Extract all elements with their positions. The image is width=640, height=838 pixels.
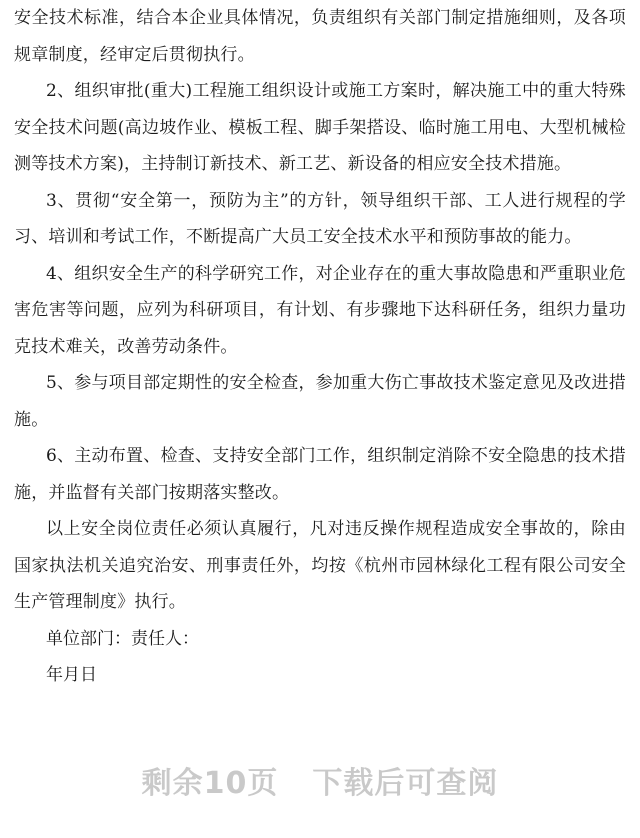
paragraph-item-3: 3、贯彻“安全第一，预防为主”的方针，领导组织干部、工人进行规程的学习、培训和考试工作，不断提高广大员工安全技术水平和预防事故的能力。 [14, 190, 626, 247]
paragraph-continued: 安全技术标准，结合本企业具体情况，负责组织有关部门制定措施细则，及各项规章制度，经审定后贯彻执行。 [14, 8, 626, 65]
paragraph-item-5: 5、参与项目部定期性的安全检查，参加重大伤亡事故技术鉴定意见及改进措施。 [14, 373, 626, 430]
paragraph-closing: 以上安全岗位责任必须认真履行，凡对违反操作规程造成安全事故的，除由国家执法机关追究治安、刑事责任外，均按《杭州市园林绿化工程有限公司安全生产管理制度》执行。 [14, 519, 626, 612]
remaining-pages-label: 剩余10页 [141, 766, 279, 801]
signature-line: 单位部门：责任人： [46, 628, 199, 649]
document-body [14, 0, 626, 694]
date-line: 年月日 [46, 665, 97, 685]
paragraph-item-6: 6、主动布置、检查、支持安全部门工作，组织制定消除不安全隐患的技术措施，并监督有关部门按期落实整改。 [14, 446, 626, 503]
download-prompt-label: 下载后可查阅 [312, 766, 499, 801]
download-banner[interactable] [0, 758, 640, 802]
paragraph-item-4: 4、组织安全生产的科学研究工作，对企业存在的重大事故隐患和严重职业危害危害等问题，应列为科研项目，有计划、有步骤地下达科研任务，组织力量功克技术难关，改善劳动条件。 [14, 263, 626, 357]
paragraph-item-2: 2、组织审批(重大)工程施工组织设计或施工方案时，解决施工中的重大特殊安全技术问题(高边坡作业、模板工程、脚手架搭设、临时施工用电、大型机械检测等技术方案)，主持制订新技术、新工艺、新设备的相应安全技术措施。 [14, 81, 626, 174]
